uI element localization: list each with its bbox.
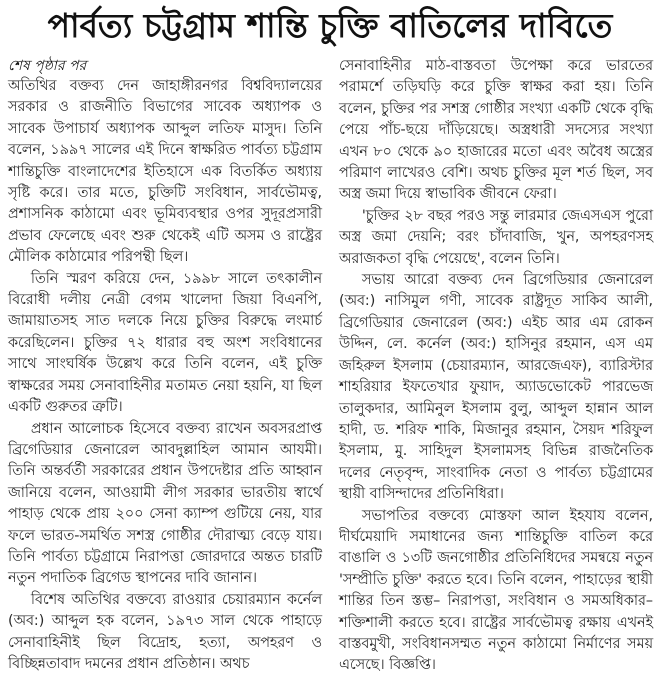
right-column [339, 56, 653, 677]
left-column [8, 56, 322, 675]
paragraph: সভাপতির বক্তব্যে মোস্তফা আল ইহযায বলেন, দীর্ঘমেয়াদি সমাধানের জন্য শান্তিচুক্তি বাতিল করে বাঙালি ও ১৩টি জনগোষ্ঠীর প্রতিনিধিদের সমন্বয়ে নতুন 'সম্প্রীতি চুক্তি' করতে হবে। তিনি বলেন, পাহাড়ের স্থায়ী শান্তির তিন স্তম্ভ– নিরাপত্তা, সংবিধান ও সমঅধিকার– শক্তিশালী করতে হবে। রাষ্ট্রের সার্বভৌমত্ব রক্ষায় এখনই বাস্তবমুখী, সংবিধানসম্মত নতুন কাঠামো নির্মাণের সময় এসেছে। বিজ্ঞপ্তি। [339, 507, 653, 674]
paragraph: 'চুক্তির ২৮ বছর পরও সন্তু লারমার জেএসএস পুরো অস্ত্র জমা দেয়নি; বরং চাঁদাবাজি, খুন, অপহরণসহ অরাজকতা বৃদ্ধি পেয়েছে', বলেন তিনি। [339, 207, 653, 267]
paragraph: সভায় আরো বক্তব্য দেন ব্রিগেডিয়ার জেনারেল (অব:) নাসিমুল গণী, সাবেক রাষ্ট্রদূত সাকিব আলী, ব্রিগেডিয়ার জেনারেল (অব:) এইচ আর এম রোকন উদ্দিন, লে. কর্নেল (অব:) হাসিনুর রহমান, এস এম জহিরুল ইসলাম (চেয়ারম্যান, আরজেএফ), ব্যারিস্টার শাহরিয়ার ইফতেখার ফুয়াদ, অ্যাডভোকেট পারভেজ তালুকদার, আমিনুল ইসলাম বুলু, আব্দুল হান্নান আল হাদী, ড. শরিফ শাকি, মিজানুর রহমান, সৈয়দ শরিফুল ইসলাম, মু. সাহিদুল ইসলামসহ বিভিন্ন রাজনৈতিক দলের নেতৃবৃন্দ, সাংবাদিক নেতা ও পার্বত্য চট্টগ্রামের স্থায়ী বাসিন্দাদের প্রতিনিধিরা। [339, 272, 653, 503]
paragraph: বিশেষ অতিথির বক্তব্যে রাওয়ার চেয়ারম্যান কর্নেল (অব:) আব্দুল হক বলেন, ১৯৭৩ সাল থেকে পাহাড়ে সেনাবাহিনীই ছিল বিদ্রোহ, হত্যা, অপহরণ ও বিচ্ছিন্নতাবাদ দমনের প্রধান প্রতিষ্ঠান। অথচ [8, 591, 322, 672]
paragraph: প্রধান আলোচক হিসেবে বক্তব্য রাখেন অবসরপ্রাপ্ত ব্রিগেডিয়ার জেনারেল আবদুল্লাহিল আমান আযমী। তিনি অন্তর্বর্তী সরকারের প্রধান উপদেষ্টার প্রতি আহ্বান জানিয়ে বলেন, আওয়ামী লীগ সরকার ভারতীয় স্বার্থে পাহাড় থেকে প্রায় ২০০ সেনা ক্যাম্প গুটিয়ে নেয়, যার ফলে ভারত-সমর্থিত সশস্ত্র গোষ্ঠীর দৌরাত্ম্য বেড়ে যায়। তিনি পার্বত্য চট্টগ্রামে নিরাপত্তা জোরদারে অন্তত চারটি নতুন পদাতিক ব্রিগেড স্থাপনের দাবি জানান। [8, 420, 322, 587]
paragraph: তিনি স্মরণ করিয়ে দেন, ১৯৯৮ সালে তৎকালীন বিরোধী দলীয় নেত্রী বেগম খালেদা জিয়া বিএনপি, জামায়াতসহ সাত দলকে নিয়ে চুক্তির বিরুদ্ধে লংমার্চ করেছিলেন। চুক্তির ৭২ ধারার বহু অংশ সংবিধানের সাথে সাংঘর্ষিক উল্লেখ করে তিনি বলেন, এই চুক্তি স্বাক্ষরের সময় সেনাবাহিনীর মতামত নেয়া হয়নি, যা ছিল একটি গুরুতর ত্রুটি। [8, 270, 322, 416]
article-body [0, 56, 660, 685]
paragraph: সেনাবাহিনীর মাঠ-বাস্তবতা উপেক্ষা করে ভারতের পরামর্শে তড়িঘড়ি করে চুক্তি স্বাক্ষর করা হয়। তিনি বলেন, চুক্তির পর সশস্ত্র গোষ্ঠীর সংখ্যা একটি থেকে বৃদ্ধি পেয়ে পাঁচ-ছয়ে দাঁড়িয়েছে। অস্ত্রধারী সদস্যের সংখ্যা এখন ৮০ থেকে ৯০ হাজারের মতো এবং অবৈধ অস্ত্রের পরিমাণ লাখেরও বেশি। অথচ চুক্তির মূল শর্ত ছিল, সব অস্ত্র জমা দিয়ে স্বাভাবিক জীবনে ফেরা। [339, 58, 653, 203]
paragraph: অতিথির বক্তব্য দেন জাহাঙ্গীরনগর বিশ্ববিদ্যালয়ের সরকার ও রাজনীতি বিভাগের সাবেক অধ্যাপক ও সাবেক উপাচার্য অধ্যাপক আব্দুল লতিফ মাসুদ। তিনি বলেন, ১৯৯৭ সালের এই দিনে স্বাক্ষরিত পার্বত্য চট্টগ্রাম শান্তিচুক্তি বাংলাদেশের ইতিহাসে এক বিতর্কিত অধ্যায় সৃষ্টি করে। তার মতে, চুক্তিটি সংবিধান, সার্বভৌমত্ব, প্রশাসনিক কাঠামো এবং ভূমিব্যবস্থার ওপর সুদূরপ্রসারী প্রভাব ফেলেছে এবং শুরু থেকেই এটি অসম ও রাষ্ট্রের মৌলিক কাঠামোর পরিপন্থী ছিল। [8, 78, 322, 266]
continued-from-label: শেষ পৃষ্ঠার পর [8, 58, 87, 74]
headline: পার্বত্য চট্টগ্রাম শান্তি চুক্তি বাতিলের দাবিতে [47, 6, 613, 45]
